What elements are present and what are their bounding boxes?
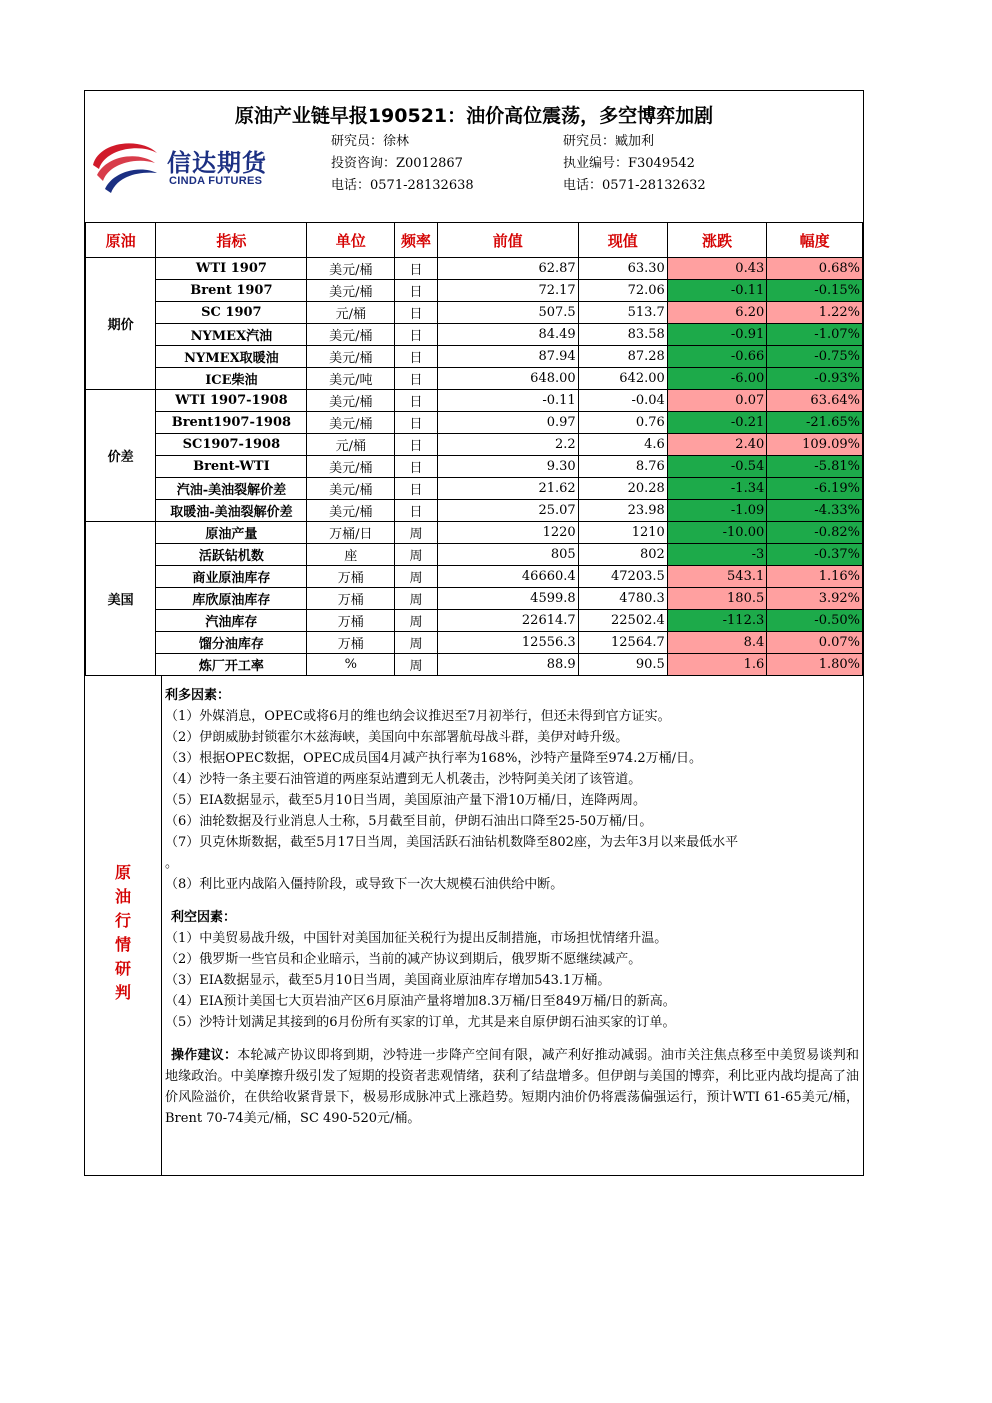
analyst-license: 投资咨询：Z0012867 [331, 156, 463, 171]
current-value: 63.30 [578, 258, 667, 280]
report-header [85, 91, 863, 223]
indicator-name: WTI 1907 [156, 258, 307, 280]
current-value: -0.04 [578, 390, 667, 412]
previous-value: 62.87 [437, 258, 578, 280]
change-percent: 1.16% [767, 566, 863, 588]
previous-value: 22614.7 [437, 610, 578, 632]
change-value: -0.11 [667, 280, 766, 302]
unit-cell: 万桶 [307, 610, 395, 632]
indicator-name: 汽油-美油裂解价差 [156, 478, 307, 500]
unit-cell: 元/桶 [307, 302, 395, 324]
current-value: 8.76 [578, 456, 667, 478]
change-percent: -5.81% [767, 456, 863, 478]
table-row [86, 588, 863, 610]
change-value: -3 [667, 544, 766, 566]
table-header-row [86, 223, 863, 258]
indicator-name: NYMEX汽油 [156, 324, 307, 346]
change-value: -0.54 [667, 456, 766, 478]
bull-item: （7）贝克休斯数据，截至5月17日当周，美国活跃石油钻机数降至802座，为去年3月以来最低水平 [165, 835, 739, 850]
previous-value: 87.94 [437, 346, 578, 368]
current-value: 0.76 [578, 412, 667, 434]
logo-swoosh-icon [91, 135, 161, 195]
unit-cell: 美元/桶 [307, 258, 395, 280]
table-row [86, 346, 863, 368]
frequency-cell: 日 [395, 368, 438, 390]
indicator-name: 汽油库存 [156, 610, 307, 632]
indicator-name: Brent-WTI [156, 456, 307, 478]
header-cell: 单位 [307, 223, 395, 258]
indicator-name: Brent 1907 [156, 280, 307, 302]
unit-cell: 美元/吨 [307, 368, 395, 390]
analyst-name: 研究员：徐林 [331, 134, 410, 149]
table-row [86, 368, 863, 390]
bull-item: （8）利比亚内战陷入僵持阶段，或导致下一次大规模石油供给中断。 [165, 877, 564, 892]
side-label-char: 行 [114, 911, 131, 930]
company-logo [91, 135, 281, 195]
indicator-name: 炼厂开工率 [156, 654, 307, 676]
change-value: -112.3 [667, 610, 766, 632]
previous-value: 84.49 [437, 324, 578, 346]
header-cell: 指标 [156, 223, 307, 258]
change-percent: -0.37% [767, 544, 863, 566]
table-row [86, 324, 863, 346]
change-percent: 1.22% [767, 302, 863, 324]
unit-cell: 万桶 [307, 566, 395, 588]
unit-cell: 美元/桶 [307, 390, 395, 412]
group-label: 价差 [86, 390, 156, 522]
frequency-cell: 日 [395, 280, 438, 302]
unit-cell: 美元/桶 [307, 456, 395, 478]
header-cell: 前值 [437, 223, 578, 258]
indicator-name: SC1907-1908 [156, 434, 307, 456]
table-row [86, 434, 863, 456]
change-value: 2.40 [667, 434, 766, 456]
analysis-text [165, 685, 859, 1129]
frequency-cell: 日 [395, 258, 438, 280]
previous-value: 507.5 [437, 302, 578, 324]
indicator-name: 取暖油-美油裂解价差 [156, 500, 307, 522]
frequency-cell: 日 [395, 478, 438, 500]
change-percent: -0.75% [767, 346, 863, 368]
side-label-char: 研 [114, 959, 131, 978]
bull-item: （6）油轮数据及行业消息人士称，5月截至目前，伊朗石油出口降至25-50万桶/日。 [165, 814, 653, 829]
change-value: -6.00 [667, 368, 766, 390]
bull-factors-title: 利多因素： [165, 688, 231, 703]
indicator-name: 库欣原油库存 [156, 588, 307, 610]
change-value: -0.66 [667, 346, 766, 368]
current-value: 87.28 [578, 346, 667, 368]
table-row [86, 500, 863, 522]
unit-cell: 座 [307, 544, 395, 566]
change-value: -0.91 [667, 324, 766, 346]
table-row [86, 478, 863, 500]
analysis-side-label [85, 675, 162, 1175]
market-analysis [85, 675, 863, 1175]
table-row [86, 544, 863, 566]
header-cell: 幅度 [767, 223, 863, 258]
indicator-name: 商业原油库存 [156, 566, 307, 588]
indicator-name: ICE柴油 [156, 368, 307, 390]
frequency-cell: 周 [395, 610, 438, 632]
report-title: 原油产业链早报190521：油价高位震荡，多空博弈加剧 [234, 105, 714, 127]
header-cell: 频率 [395, 223, 438, 258]
side-label-char: 情 [114, 935, 131, 954]
previous-value: 72.17 [437, 280, 578, 302]
change-value: 6.20 [667, 302, 766, 324]
analyst-phone: 电话：0571-28132632 [563, 178, 706, 193]
header-cell: 涨跌 [667, 223, 766, 258]
frequency-cell: 日 [395, 434, 438, 456]
bear-item: （4）EIA预计美国七大页岩油产区6月原油产量将增加8.3万桶/日至849万桶/日的新高。 [165, 994, 676, 1009]
change-percent: 0.68% [767, 258, 863, 280]
indicator-name: SC 1907 [156, 302, 307, 324]
current-value: 22502.4 [578, 610, 667, 632]
previous-value: 805 [437, 544, 578, 566]
change-percent: -6.19% [767, 478, 863, 500]
indicator-name: 原油产量 [156, 522, 307, 544]
change-value: -10.00 [667, 522, 766, 544]
analyst-info-left [331, 131, 474, 197]
table-row [86, 632, 863, 654]
bear-item: （3）EIA数据显示，截至5月10日当周，美国商业原油库存增加543.1万桶。 [165, 973, 611, 988]
report-sheet [84, 90, 864, 1176]
frequency-cell: 日 [395, 500, 438, 522]
unit-cell: 美元/桶 [307, 280, 395, 302]
group-label: 美国 [86, 522, 156, 676]
frequency-cell: 周 [395, 544, 438, 566]
unit-cell: 万桶/日 [307, 522, 395, 544]
unit-cell: 美元/桶 [307, 478, 395, 500]
table-row [86, 456, 863, 478]
current-value: 90.5 [578, 654, 667, 676]
bull-factors-list [165, 706, 859, 895]
current-value: 513.7 [578, 302, 667, 324]
indicator-name: Brent1907-1908 [156, 412, 307, 434]
trading-advice [165, 1045, 859, 1129]
side-label-char: 判 [114, 983, 131, 1002]
table-row [86, 280, 863, 302]
frequency-cell: 周 [395, 566, 438, 588]
logo-text-cn: 信达期货 [167, 149, 267, 177]
bull-item: （1）外媒消息，OPEC或将6月的维也纳会议推迟至7月初举行，但还未得到官方证实。 [165, 709, 671, 724]
current-value: 47203.5 [578, 566, 667, 588]
frequency-cell: 周 [395, 654, 438, 676]
indicator-name: WTI 1907-1908 [156, 390, 307, 412]
change-value: -0.21 [667, 412, 766, 434]
current-value: 83.58 [578, 324, 667, 346]
unit-cell: 元/桶 [307, 434, 395, 456]
frequency-cell: 周 [395, 632, 438, 654]
change-value: -1.09 [667, 500, 766, 522]
table-row [86, 610, 863, 632]
change-value: -1.34 [667, 478, 766, 500]
trading-advice-text: 本轮减产协议即将到期，沙特进一步降产空间有限，减产利好推动减弱。油市关注焦点移至中美贸易谈判和地缘政治。中美摩擦升级引发了短期的投资者悲观情绪，获利了结盘增多。但伊朗与美国的博弈，利比亚内战均提高了油价风险溢价，在供给收紧背景下，极易形成脉冲式上涨趋势。短期内油价仍将震荡偏强运行，预计WTI 61-65美元/桶，Brent 70-74美元/桶，SC 490-520元/桶。 [165, 1048, 859, 1126]
change-percent: -0.82% [767, 522, 863, 544]
change-percent: 63.64% [767, 390, 863, 412]
bull-item: （3）根据OPEC数据，OPEC成员国4月减产执行率为168%，沙特产量降至974.2万桶/日。 [165, 751, 702, 766]
change-percent: -0.50% [767, 610, 863, 632]
header-cell: 现值 [578, 223, 667, 258]
change-value: 8.4 [667, 632, 766, 654]
side-label-char: 油 [114, 887, 131, 906]
frequency-cell: 日 [395, 302, 438, 324]
table-row [86, 258, 863, 280]
change-percent: -0.15% [767, 280, 863, 302]
indicator-table [85, 222, 863, 676]
frequency-cell: 日 [395, 456, 438, 478]
change-value: 180.5 [667, 588, 766, 610]
previous-value: 88.9 [437, 654, 578, 676]
unit-cell: 美元/桶 [307, 412, 395, 434]
unit-cell: % [307, 654, 395, 676]
bear-item: （1）中美贸易战升级，中国针对美国加征关税行为提出反制措施，市场担忧情绪升温。 [165, 931, 668, 946]
current-value: 23.98 [578, 500, 667, 522]
header-cell: 原油 [86, 223, 156, 258]
previous-value: 648.00 [437, 368, 578, 390]
unit-cell: 万桶 [307, 588, 395, 610]
indicator-name: NYMEX取暖油 [156, 346, 307, 368]
indicator-name: 活跃钻机数 [156, 544, 307, 566]
current-value: 12564.7 [578, 632, 667, 654]
frequency-cell: 周 [395, 522, 438, 544]
current-value: 4.6 [578, 434, 667, 456]
analyst-name: 研究员：臧加利 [563, 134, 655, 149]
current-value: 4780.3 [578, 588, 667, 610]
bull-item: （2）伊朗威胁封锁霍尔木兹海峡，美国向中东部署航母战斗群，美伊对峙升级。 [165, 730, 629, 745]
change-value: 543.1 [667, 566, 766, 588]
current-value: 20.28 [578, 478, 667, 500]
change-value: 1.6 [667, 654, 766, 676]
frequency-cell: 日 [395, 412, 438, 434]
table-row [86, 302, 863, 324]
bear-factors-list [165, 928, 859, 1033]
unit-cell: 美元/桶 [307, 324, 395, 346]
frequency-cell: 周 [395, 588, 438, 610]
previous-value: 2.2 [437, 434, 578, 456]
previous-value: 21.62 [437, 478, 578, 500]
change-percent: -1.07% [767, 324, 863, 346]
table-row [86, 566, 863, 588]
frequency-cell: 日 [395, 346, 438, 368]
frequency-cell: 日 [395, 390, 438, 412]
change-value: 0.43 [667, 258, 766, 280]
analyst-license: 执业编号：F3049542 [563, 156, 695, 171]
change-percent: 1.80% [767, 654, 863, 676]
current-value: 642.00 [578, 368, 667, 390]
change-percent: -21.65% [767, 412, 863, 434]
bull-item: （4）沙特一条主要石油管道的两座泵站遭到无人机袭击，沙特阿美关闭了该管道。 [165, 772, 642, 787]
frequency-cell: 日 [395, 324, 438, 346]
current-value: 802 [578, 544, 667, 566]
current-value: 72.06 [578, 280, 667, 302]
current-value: 1210 [578, 522, 667, 544]
table-row [86, 390, 863, 412]
previous-value: 1220 [437, 522, 578, 544]
unit-cell: 美元/桶 [307, 500, 395, 522]
previous-value: -0.11 [437, 390, 578, 412]
bull-item: （5）EIA数据显示，截至5月10日当周，美国原油产量下滑10万桶/日，连降两周。 [165, 793, 647, 808]
change-percent: 0.07% [767, 632, 863, 654]
group-label: 期价 [86, 258, 156, 390]
bull-item: 。 [165, 856, 179, 871]
previous-value: 9.30 [437, 456, 578, 478]
change-percent: 109.09% [767, 434, 863, 456]
table-row [86, 654, 863, 676]
previous-value: 12556.3 [437, 632, 578, 654]
previous-value: 0.97 [437, 412, 578, 434]
table-row [86, 412, 863, 434]
previous-value: 4599.8 [437, 588, 578, 610]
trading-advice-title: 操作建议： [171, 1048, 238, 1063]
side-label-char: 原 [114, 863, 131, 882]
bear-item: （5）沙特计划满足其接到的6月份所有买家的订单，尤其是来自原伊朗石油买家的订单。 [165, 1015, 676, 1030]
change-percent: -4.33% [767, 500, 863, 522]
change-percent: 3.92% [767, 588, 863, 610]
unit-cell: 美元/桶 [307, 346, 395, 368]
change-value: 0.07 [667, 390, 766, 412]
logo-text-en: CINDA FUTURES [169, 175, 263, 187]
previous-value: 25.07 [437, 500, 578, 522]
change-percent: -0.93% [767, 368, 863, 390]
indicator-name: 馏分油库存 [156, 632, 307, 654]
unit-cell: 万桶 [307, 632, 395, 654]
table-row [86, 522, 863, 544]
analyst-phone: 电话：0571-28132638 [331, 178, 474, 193]
bear-factors-title: 利空因素： [171, 910, 237, 925]
previous-value: 46660.4 [437, 566, 578, 588]
analyst-info-right [563, 131, 706, 197]
bear-item: （2）俄罗斯一些官员和企业暗示，当前的减产协议到期后，俄罗斯不愿继续减产。 [165, 952, 642, 967]
